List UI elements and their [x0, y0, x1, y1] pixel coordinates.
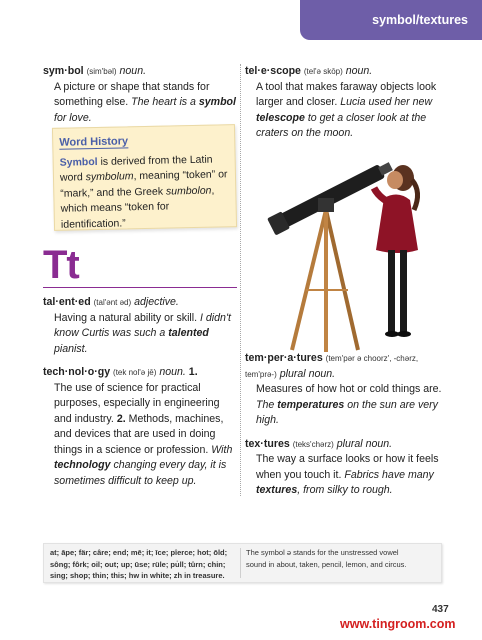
- pronunciation: (teks'chərz): [292, 439, 334, 449]
- key-divider: [240, 548, 241, 578]
- entry-talented: [43, 295, 239, 357]
- sense-number: 2.: [116, 412, 126, 425]
- entry-technology: [43, 365, 239, 489]
- example-sentence: The heart is a symbol for love.: [54, 96, 236, 124]
- girl-ponytail: [412, 180, 418, 210]
- left-column: [43, 64, 239, 126]
- page-number: 437: [432, 604, 449, 615]
- left-column-t-entries: [43, 295, 239, 489]
- headword: tal·ent·ed: [43, 296, 91, 308]
- pronunciation: (tek nol'ə jē): [113, 368, 157, 377]
- definition: A tool that makes faraway objects look larger and closer.: [256, 80, 437, 108]
- right-column: [245, 64, 445, 142]
- schwa-note: [246, 547, 440, 570]
- pronunciation-key-sounds: [50, 547, 238, 582]
- girl-leg: [400, 250, 407, 332]
- key-line: sing; shop; thin; this; hw in white; zh in treasure.: [50, 571, 225, 580]
- girl-face: [387, 171, 403, 189]
- telescope-mount: [318, 198, 334, 212]
- part-of-speech: noun.: [119, 65, 147, 77]
- tripod-leg: [326, 210, 358, 350]
- watermark-link[interactable]: www.tingroom.com: [340, 617, 456, 631]
- part-of-speech: adjective.: [134, 296, 179, 308]
- definition: A picture or shape that stands for something else.: [54, 80, 210, 108]
- pronunciation: (tal'ənt əd): [93, 298, 132, 307]
- definition: Having a natural ability or skill.: [54, 311, 198, 324]
- headword: tech·nol·o·gy: [43, 366, 111, 378]
- key-line: at; āpe; fär; câre; end; mē; it; īce; pîerce; hot; ōld;: [50, 548, 228, 557]
- entry-telescope: [245, 64, 445, 142]
- guide-words: symbol/textures: [372, 13, 468, 27]
- word-history-text: Symbol is derived from the Latin word symbolum, meaning “token” or “mark,” and the Greek sumbolon, which means “token for identification.”: [59, 153, 228, 231]
- key-line: sông; fôrk; oil; out; up; ūse; rüle; pu̇ll; tûrn; chin;: [50, 559, 226, 569]
- example-sentence: Fabrics have many textures, from silky to rough.: [256, 468, 434, 496]
- entry-symbol: [43, 64, 239, 126]
- girl-with-telescope-photo: [262, 140, 438, 355]
- letter-heading: Tt: [43, 243, 79, 287]
- pronunciation: (sim'bəl): [86, 67, 117, 76]
- part-of-speech: plural noun.: [279, 367, 336, 380]
- word-history-title: Word History: [59, 135, 129, 149]
- example-sentence: The temperatures on the sun are very high.: [256, 398, 438, 426]
- example-sentence: With technology changing every day, it is sometimes difficult to keep up.: [54, 443, 233, 487]
- letter-rule: [43, 287, 237, 288]
- schwa-line: The symbol ə stands for the unstressed vowel: [246, 548, 399, 557]
- headword: tem·per·a·tures: [245, 352, 323, 364]
- headword: tex·tures: [245, 437, 290, 450]
- guide-words-tab: [300, 0, 482, 40]
- girl-shoe: [385, 331, 399, 337]
- sense-number: 1.: [188, 366, 198, 378]
- example-sentence: I didn't know Curtis was such a talented pianist.: [54, 311, 231, 355]
- part-of-speech: plural noun.: [336, 437, 393, 450]
- girl-leg: [388, 250, 395, 332]
- definition: Methods, machines, and devices that are used in doing things in a science or profession.: [54, 412, 224, 456]
- part-of-speech: noun.: [345, 65, 373, 77]
- entry-textures: [245, 437, 445, 499]
- entry-temperatures: [245, 351, 445, 429]
- headword: tel·e·scope: [245, 65, 301, 77]
- tripod-leg: [292, 210, 326, 350]
- definition: The way a surface looks or how it feels when you touch it.: [256, 453, 439, 481]
- girl-arm: [374, 188, 388, 202]
- pronunciation: (tel'ə skōp): [303, 67, 343, 76]
- example-sentence: Lucia used her new telescope to get a closer look at the craters on the moon.: [256, 96, 433, 139]
- word-history-note: [52, 124, 237, 231]
- headword: sym·bol: [43, 65, 84, 77]
- girl-shoe: [397, 331, 411, 337]
- part-of-speech: noun.: [159, 366, 186, 378]
- pronunciation-key: [43, 543, 442, 583]
- pronunciation: (tem'pər ə choorz', -chərz, tem'prə-): [245, 354, 419, 379]
- schwa-line: sound in about, taken, pencil, lemon, and circus.: [246, 559, 407, 569]
- girl-dress: [376, 194, 418, 253]
- definition: Measures of how hot or cold things are.: [256, 383, 442, 395]
- right-column-lower: [245, 351, 445, 499]
- definition: The use of science for practical purposes, especially in engineering and industry.: [54, 381, 220, 425]
- column-divider: [240, 64, 241, 496]
